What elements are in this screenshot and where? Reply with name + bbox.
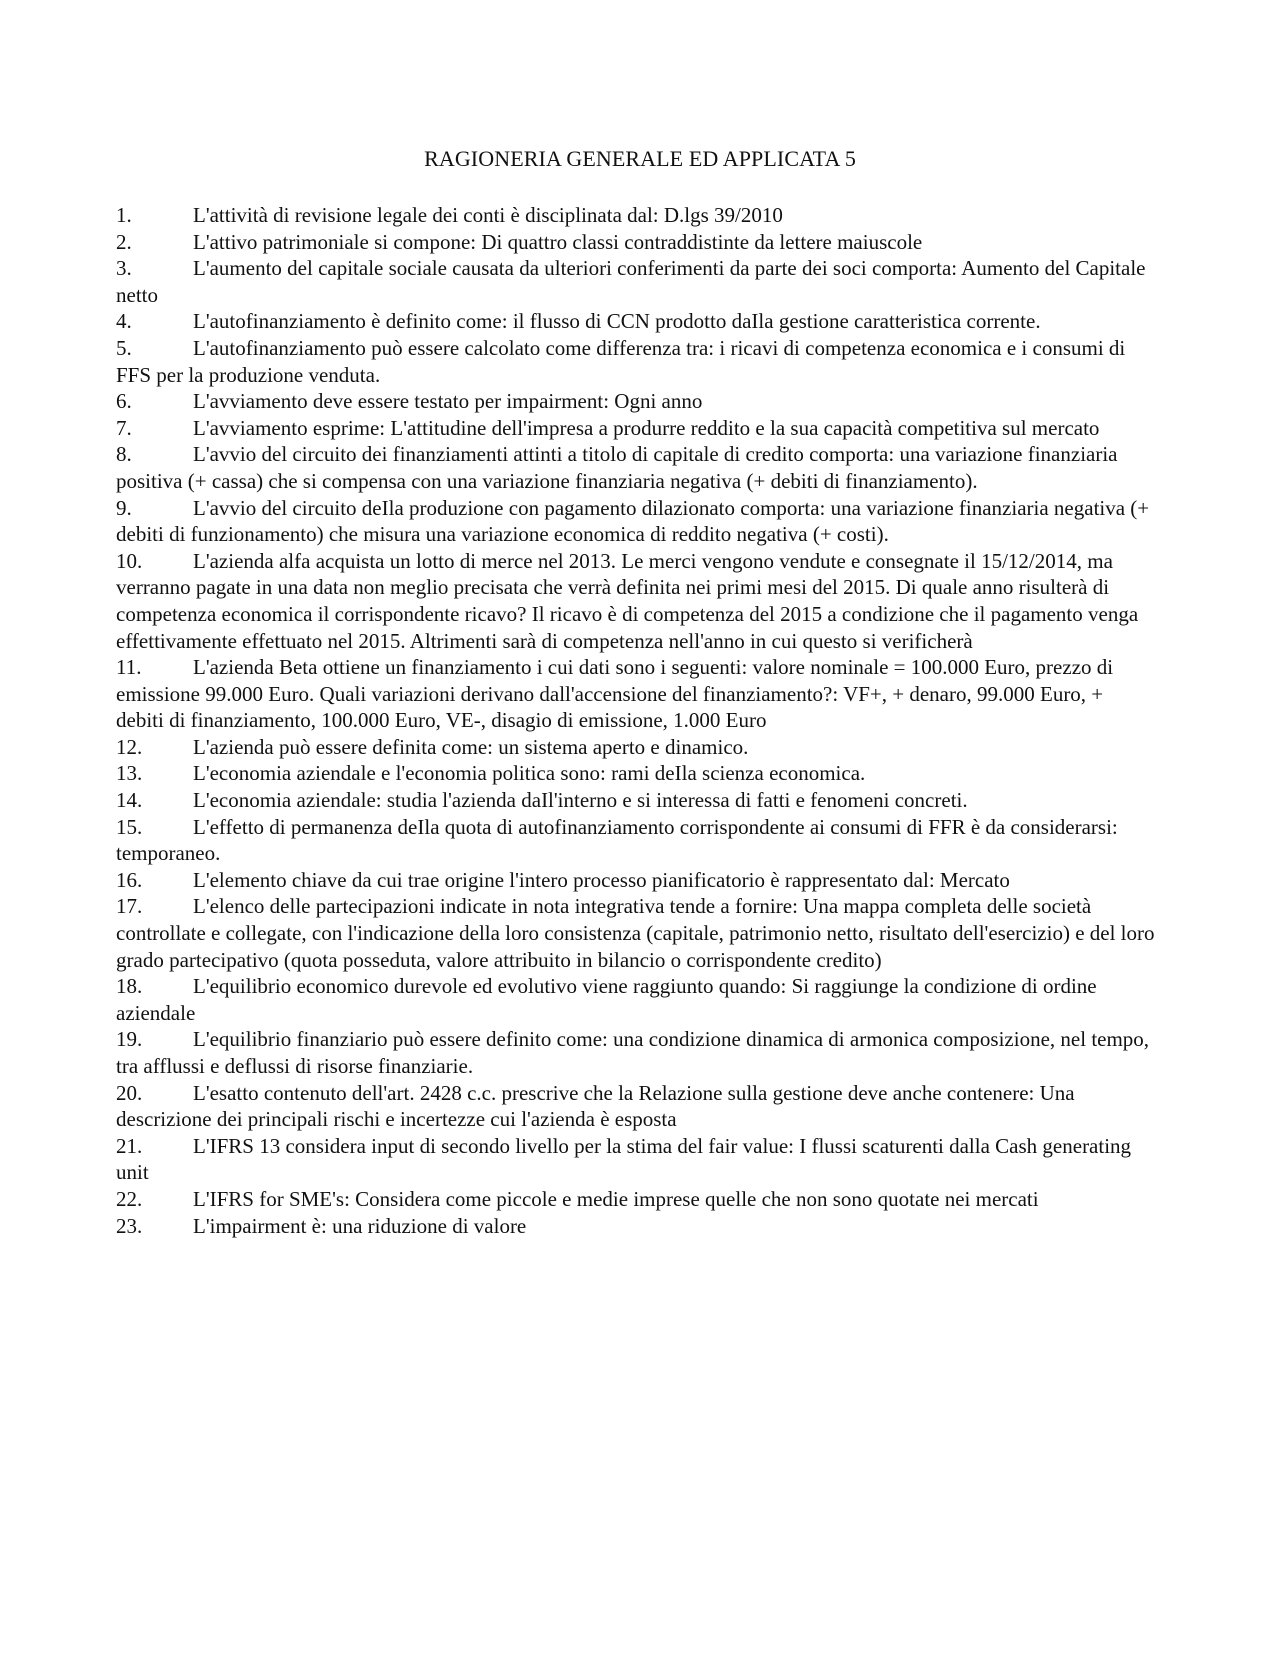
item-number: 9. [116,495,132,520]
list-item [116,441,1156,494]
item-text: L'elenco delle partecipazioni indicate in nota integrativa tende a fornire: Una mappa completa delle società controllate e collegate, con l'indicazione della loro consistenza (capitale, patrimonio netto, risultato dell'esercizio) e del loro grado partecipativo (quota posseduta, valore attribuito in bilancio o corrispondente credito) [116,894,1155,972]
item-number: 7. [116,415,132,440]
item-number: 6. [116,389,132,414]
item-text: L'equilibrio finanziario può essere definito come: una condizione dinamica di armonica composizione, nel tempo, tra afflussi e deflussi di risorse finanziarie. [116,1027,1150,1078]
list-item [116,335,1156,388]
item-number: 21. [116,1133,143,1158]
list-item [116,495,1156,548]
item-text: L'IFRS for SME's: Considera come piccole e medie imprese quelle che non sono quotate nei mercati [193,1186,1039,1211]
item-text: L'azienda alfa acquista un lotto di merce nel 2013. Le merci vengono vendute e consegnate il 15/12/2014, ma verranno pagate in una data non meglio precisata che verrà definita nei primi mesi del 2015. Di quale anno risulterà di competenza economica il corrispondente ricavo? Il ricavo è di competenza del 2015 a condizione che il pagamento venga effettivamente effettuato nel 2015. Altrimenti sarà di competenza nell'anno in cui questo si verificherà [116,548,1139,653]
list-item [116,415,1156,442]
list-item [116,814,1156,867]
item-text: L'aumento del capitale sociale causata da ulteriori conferimenti da parte dei soci comporta: Aumento del Capitale netto [116,256,1146,307]
list-item [116,734,1156,761]
list-item [116,893,1156,973]
item-number: 14. [116,788,143,813]
item-number: 3. [116,256,132,281]
item-number: 22. [116,1186,143,1211]
item-text: L'autofinanziamento è definito come: il flusso di CCN prodotto daIla gestione caratteristica corrente. [193,309,1041,334]
item-text: L'azienda Beta ottiene un finanziamento i cui dati sono i seguenti: valore nominale = 100.000 Euro, prezzo di emissione 99.000 Euro. Quali variazioni derivano dall'accensione del finanziamento?: VF+, + denaro, 99.000 Euro, + debiti di finanziamento, 100.000 Euro, VE-, disagio di emissione, 1.000 Euro [116,655,1114,733]
item-number: 11. [116,655,142,680]
list-item [116,308,1156,335]
list-item [116,548,1156,654]
item-text: L'azienda può essere definita come: un sistema aperto e dinamico. [193,734,749,759]
item-number: 12. [116,734,143,759]
list-item [116,787,1156,814]
item-number: 8. [116,442,132,467]
item-number: 15. [116,814,143,839]
item-text: L'effetto di permanenza deIla quota di autofinanziamento corrispondente ai consumi di FFR è da considerarsi: temporaneo. [116,814,1118,866]
list-item [116,388,1156,415]
list-item [116,229,1156,256]
item-number: 23. [116,1213,143,1238]
item-text: L'economia aziendale: studia l'azienda daIl'interno e si interessa di fatti e fenomeni concreti. [193,788,968,813]
item-number: 2. [116,229,132,254]
item-text: L'avvio del circuito dei finanziamenti attinti a titolo di capitale di credito comporta: una variazione finanziaria positiva (+ cassa) che si compensa con una variazione finanziaria negativa (+ debiti di finanziamento). [116,442,1118,493]
item-text: L'economia aziendale e l'economia politica sono: rami deIla scienza economica. [193,761,866,786]
list-item [116,202,1156,229]
item-text: L'attivo patrimoniale si compone: Di quattro classi contraddistinte da lettere maiuscole [193,229,923,254]
list-item [116,973,1156,1026]
item-number: 10. [116,548,143,573]
list-item [116,1186,1156,1213]
list-item [116,1080,1156,1133]
item-text: L'impairment è: una riduzione di valore [193,1213,527,1238]
item-number: 13. [116,761,143,786]
list-item [116,1133,1156,1186]
item-text: L'esatto contenuto dell'art. 2428 c.c. prescrive che la Relazione sulla gestione deve anche contenere: Una descrizione dei principali rischi e incertezze cui l'azienda è esposta [116,1080,1075,1132]
list-item [116,867,1156,894]
item-number: 20. [116,1080,143,1105]
list-item [116,255,1156,308]
item-number: 16. [116,867,143,892]
item-text: L'avvio del circuito deIla produzione con pagamento dilazionato comporta: una variazione finanziaria negativa (+ debiti di funzionamento) che misura una variazione economica di reddito negativa (+ costi). [116,495,1150,547]
list-item [116,654,1156,734]
item-number: 19. [116,1027,143,1052]
item-number: 18. [116,974,143,999]
item-text: L'equilibrio economico durevole ed evolutivo viene raggiunto quando: Si raggiunge la condizione di ordine aziendale [116,974,1097,1025]
item-text: L'IFRS 13 considera input di secondo livello per la stima del fair value: I flussi scaturenti dalla Cash generating unit [116,1133,1132,1185]
item-number: 1. [116,203,132,227]
item-number: 17. [116,894,143,919]
item-text: L'attività di revisione legale dei conti è disciplinata dal: D.lgs 39/2010 [193,203,783,227]
page-title: RAGIONERIA GENERALE ED APPLICATA 5 [424,146,856,171]
item-number: 4. [116,309,132,334]
item-text: L'avviamento esprime: L'attitudine dell'impresa a produrre reddito e la sua capacità competitiva sul mercato [193,415,1100,440]
list-item [116,1213,1156,1240]
list-item [116,760,1156,787]
item-text: L'elemento chiave da cui trae origine l'intero processo pianificatorio è rappresentato dal: Mercato [193,867,1010,892]
item-number: 5. [116,335,132,360]
item-text: L'autofinanziamento può essere calcolato come differenza tra: i ricavi di competenza economica e i consumi di FFS per la produzione venduta. [116,335,1126,387]
item-text: L'avviamento deve essere testato per impairment: Ogni anno [193,389,703,414]
list-item [116,1026,1156,1079]
question-list [116,202,1156,1239]
